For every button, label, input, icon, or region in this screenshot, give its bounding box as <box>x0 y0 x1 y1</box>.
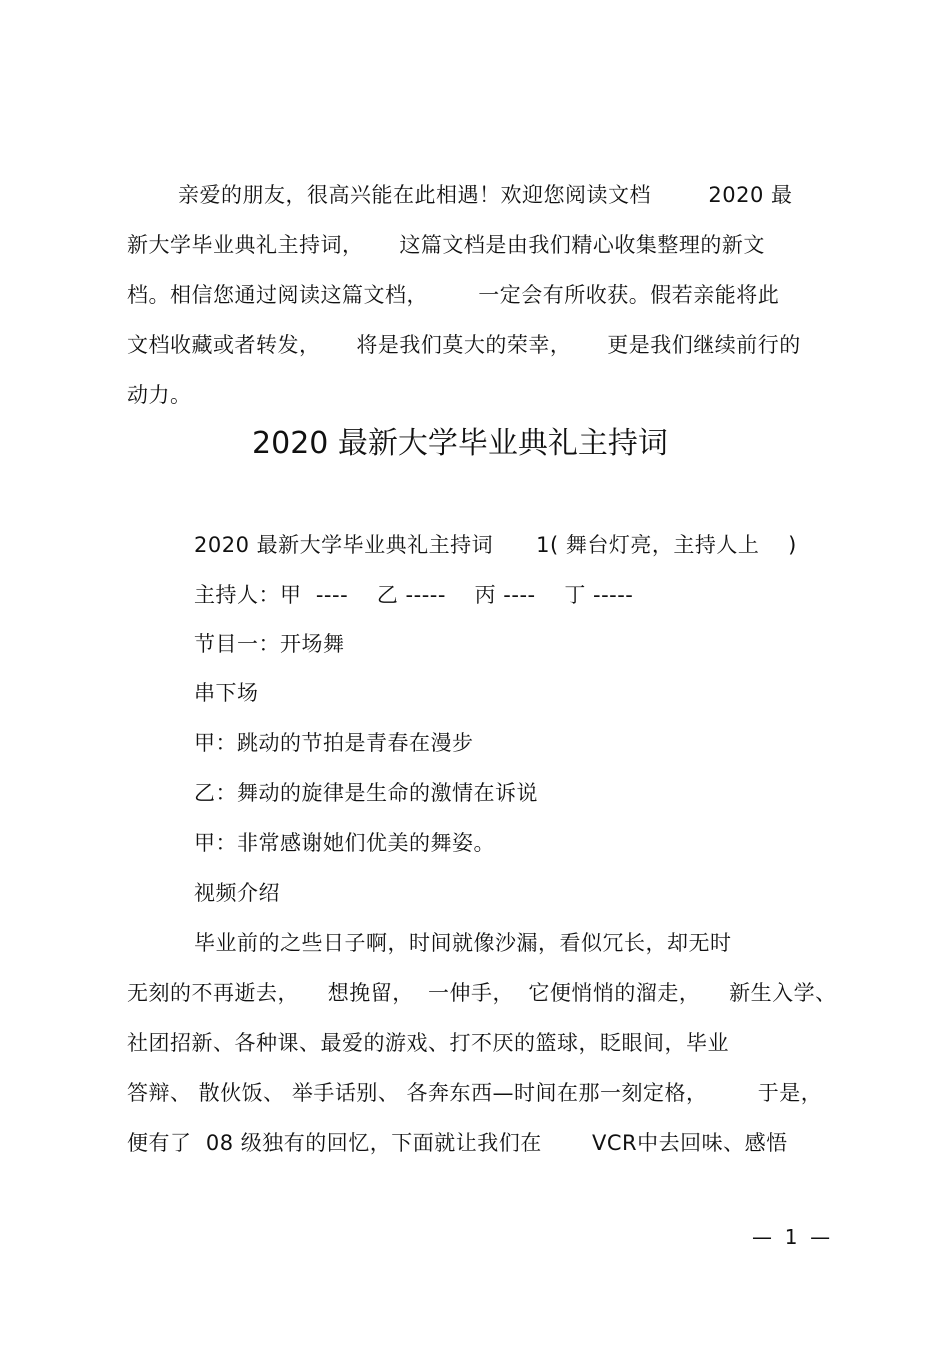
body-line: 甲：非常感谢她们优美的舞姿。 <box>194 831 495 855</box>
body-line: 主持人：甲 ---- 乙 ----- 丙 ---- 丁 ----- <box>194 583 634 607</box>
intro-line: 动力。 <box>127 383 192 407</box>
intro-line: 亲爱的朋友，很高兴能在此相遇！欢迎您阅读文档 2020 最 <box>178 183 793 207</box>
intro-line: 档。相信您通过阅读这篇文档， 一定会有所收获。假若亲能将此 <box>127 283 780 307</box>
body-line: 便有了 08 级独有的回忆，下面就让我们在 VCR中去回味、感悟 <box>127 1131 788 1155</box>
page-number: — 1 — <box>752 1225 831 1249</box>
body-line: 乙：舞动的旋律是生命的激情在诉说 <box>194 781 538 805</box>
intro-line: 文档收藏或者转发， 将是我们莫大的荣幸， 更是我们继续前行的 <box>127 333 801 357</box>
intro-line: 新大学毕业典礼主持词， 这篇文档是由我们精心收集整理的新文 <box>127 233 765 257</box>
body-line: 甲：跳动的节拍是青春在漫步 <box>194 731 474 755</box>
body-line: 串下场 <box>194 681 259 705</box>
body-line: 无刻的不再逝去， 想挽留， 一伸手， 它便悄悄的溜走， 新生入学、 <box>127 981 837 1005</box>
body-line: 视频介绍 <box>194 881 280 905</box>
body-line: 节目一：开场舞 <box>194 632 345 656</box>
document-title: 2020 最新大学毕业典礼主持词 <box>252 426 668 461</box>
body-line: 答辩、 散伙饭、 举手话别、 各奔东西—时间在那一刻定格， 于是， <box>127 1081 823 1105</box>
body-line: 毕业前的之些日子啊，时间就像沙漏，看似冗长，却无时 <box>194 931 732 955</box>
body-line: 2020 最新大学毕业典礼主持词 1( 舞台灯亮，主持人上 ) <box>194 533 797 557</box>
body-line: 社团招新、各种课、最爱的游戏、打不厌的篮球，眨眼间，毕业 <box>127 1031 729 1055</box>
